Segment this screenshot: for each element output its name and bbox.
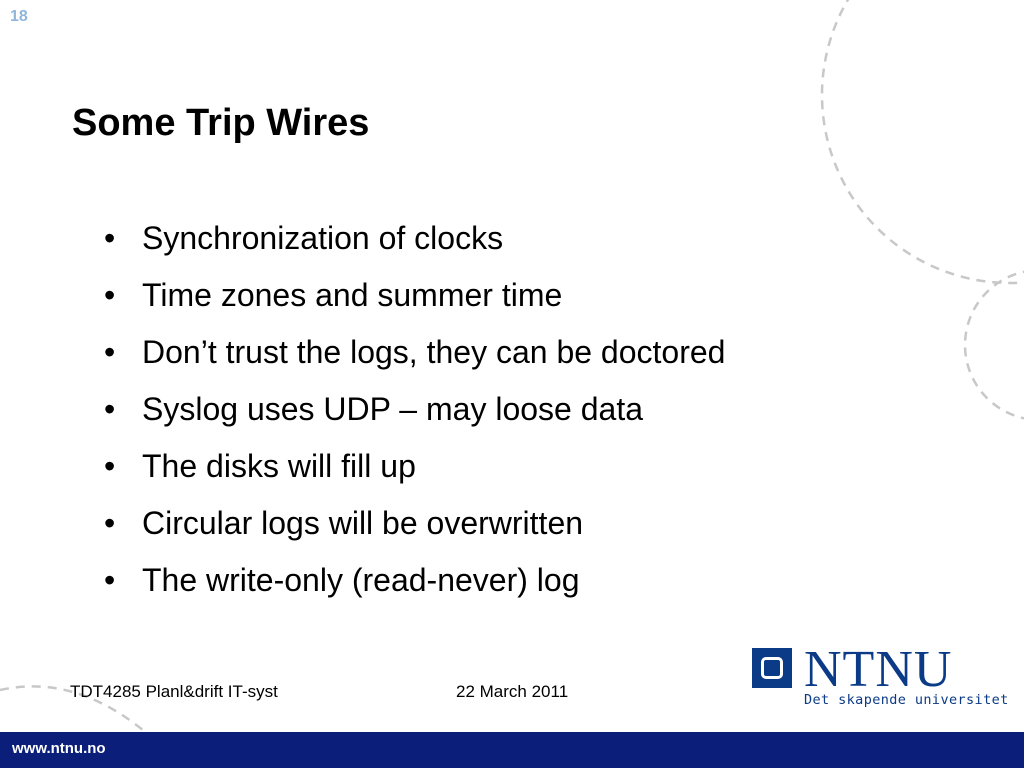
bullet-text: Syslog uses UDP – may loose data — [142, 391, 643, 427]
site-url: www.ntnu.no — [12, 740, 106, 757]
bullet-marker: • — [104, 562, 116, 598]
bullet-text: Time zones and summer time — [142, 277, 563, 313]
bullet-list — [104, 216, 725, 615]
ntnu-logo-icon — [752, 648, 792, 688]
bullet-text: The write-only (read-never) log — [142, 562, 580, 598]
footer-date: 22 March 2011 — [456, 682, 569, 701]
bullet-marker: • — [104, 391, 116, 427]
bullet-text: The disks will fill up — [142, 448, 416, 484]
bullet-text: Circular logs will be overwritten — [142, 505, 584, 541]
footer-bar — [0, 732, 1024, 768]
bullet-marker: • — [104, 277, 116, 313]
bullet-item — [104, 501, 725, 558]
bullet-text: Don’t trust the logs, they can be doctored — [142, 334, 726, 370]
bullet-marker: • — [104, 220, 116, 256]
bullet-item — [104, 558, 725, 615]
bullet-marker: • — [104, 505, 116, 541]
logo-tagline: Det skapende universitet — [804, 692, 1009, 708]
logo-wordmark: NTNU — [804, 641, 953, 698]
bullet-item — [104, 216, 725, 273]
bullet-item — [104, 330, 725, 387]
slide-title: Some Trip Wires — [72, 102, 370, 144]
footer-course: TDT4285 Planl&drift IT-syst — [70, 682, 278, 701]
bullet-item — [104, 387, 725, 444]
slide-number: 18 — [10, 8, 28, 25]
bullet-marker: • — [104, 448, 116, 484]
bullet-marker: • — [104, 334, 116, 370]
bullet-item — [104, 444, 725, 501]
ntnu-logo — [752, 641, 1009, 718]
bullet-text: Synchronization of clocks — [142, 220, 504, 256]
bullet-item — [104, 273, 725, 330]
